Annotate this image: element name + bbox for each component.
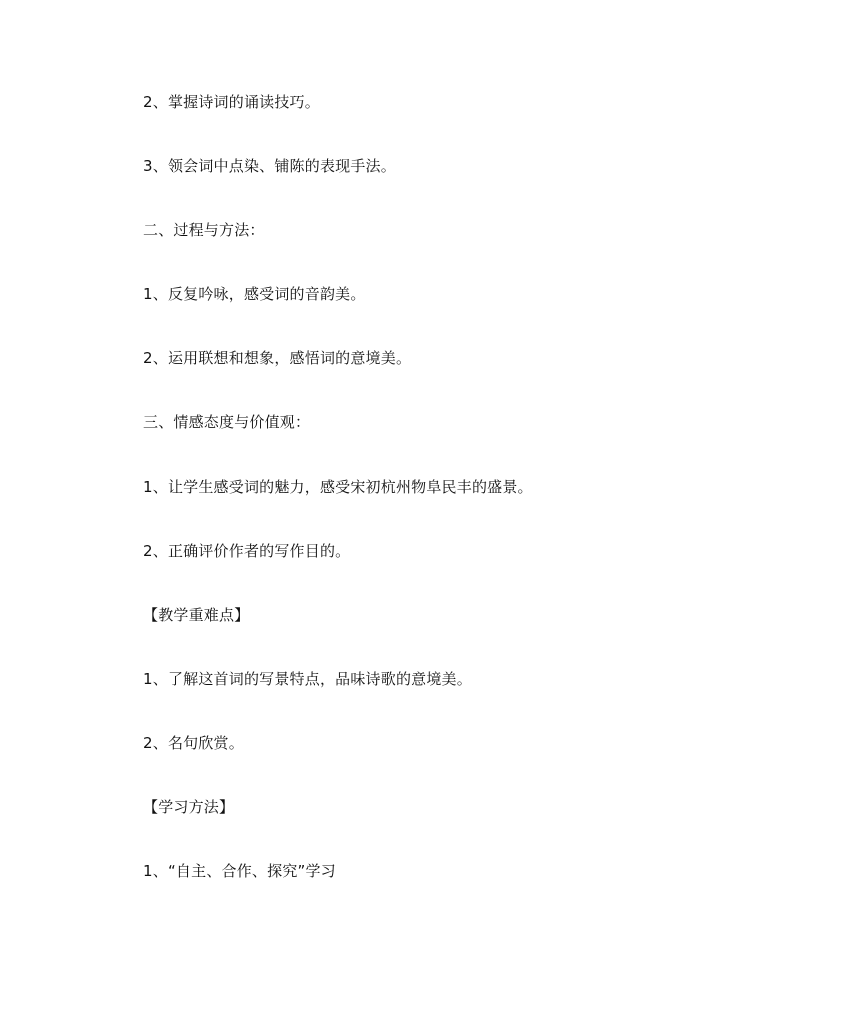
text-line: 2、运用联想和想象，感悟词的意境美。	[143, 349, 412, 367]
section-heading: 三、情感态度与价值观：	[143, 413, 311, 431]
section-heading: 【学习方法】	[143, 798, 235, 816]
section-heading: 【教学重难点】	[143, 606, 250, 624]
text-line: 2、名句欣赏。	[143, 734, 244, 752]
text-line: 1、反复吟咏，感受词的音韵美。	[143, 285, 366, 303]
text-line: 1、“自主、合作、探究”学习	[143, 862, 336, 880]
text-line: 1、了解这首词的写景特点，品味诗歌的意境美。	[143, 670, 472, 688]
text-line: 2、掌握诗词的诵读技巧。	[143, 93, 320, 111]
text-line: 2、正确评价作者的写作目的。	[143, 542, 351, 560]
section-heading: 二、过程与方法：	[143, 221, 265, 239]
text-line: 1、让学生感受词的魅力，感受宋初杭州物阜民丰的盛景。	[143, 478, 533, 496]
text-line: 3、领会词中点染、铺陈的表现手法。	[143, 157, 396, 175]
